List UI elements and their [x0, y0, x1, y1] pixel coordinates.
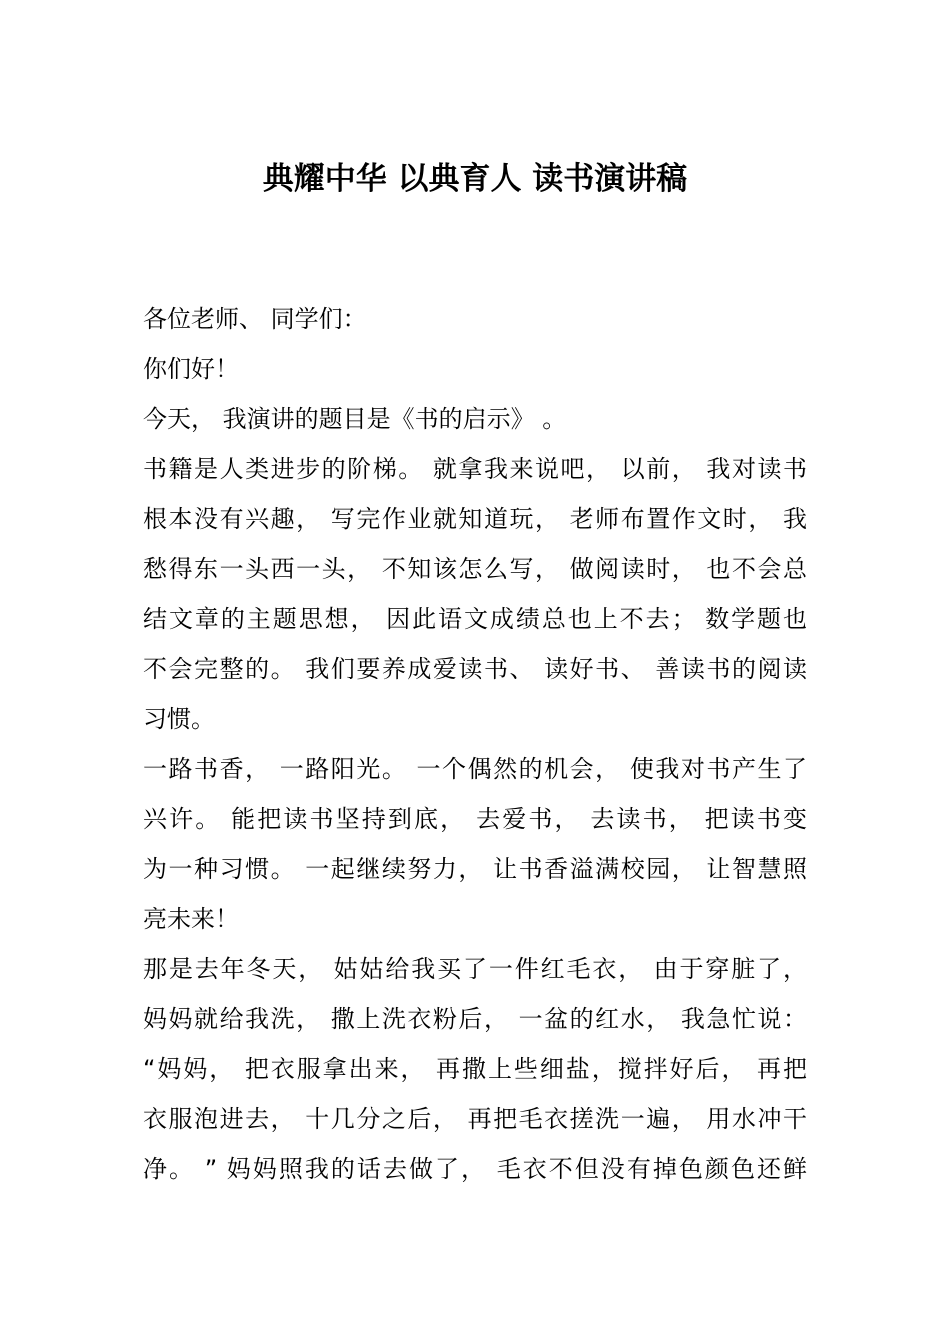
text-line: 各位老师、 同学们：	[143, 305, 367, 333]
text-line: “妈妈， 把衣服拿出来， 再撒上些细盐，搅拌好后， 再把	[143, 1055, 807, 1083]
document-body	[143, 294, 807, 1194]
text-line: 今天， 我演讲的题目是《书的启示》 。	[143, 405, 567, 433]
text-line: 净。 ” 妈妈照我的话去做了， 毛衣不但没有掉色颜色还鲜	[143, 1155, 807, 1183]
text-line: 书籍是人类进步的阶梯。 就拿我来说吧， 以前， 我对读书	[143, 455, 807, 483]
text-line: 根本没有兴趣， 写完作业就知道玩， 老师布置作文时， 我	[143, 505, 807, 533]
text-line: 习惯。	[143, 705, 215, 733]
text-line: 妈妈就给我洗， 撒上洗衣粉后， 一盆的红水， 我急忙说：	[143, 1005, 807, 1033]
text-line: 一路书香， 一路阳光。 一个偶然的机会， 使我对书产生了	[143, 755, 807, 783]
text-line: 结文章的主题思想， 因此语文成绩总也上不去； 数学题也	[143, 605, 807, 633]
text-line: 你们好！	[143, 355, 239, 383]
document-title: 典耀中华 以典育人 读书演讲稿	[262, 161, 688, 197]
text-line: 兴许。 能把读书坚持到底， 去爱书， 去读书， 把读书变	[143, 805, 807, 833]
text-line: 愁得东一头西一头， 不知该怎么写， 做阅读时， 也不会总	[143, 555, 807, 583]
text-line: 不会完整的。 我们要养成爱读书、 读好书、 善读书的阅读	[143, 655, 807, 683]
text-line: 为一种习惯。 一起继续努力， 让书香溢满校园， 让智慧照	[143, 855, 807, 883]
text-line: 衣服泡进去， 十几分之后， 再把毛衣搓洗一遍， 用水冲干	[143, 1105, 807, 1133]
text-line: 那是去年冬天， 姑姑给我买了一件红毛衣， 由于穿脏了，	[143, 955, 807, 983]
text-line: 亮未来！	[143, 905, 239, 933]
